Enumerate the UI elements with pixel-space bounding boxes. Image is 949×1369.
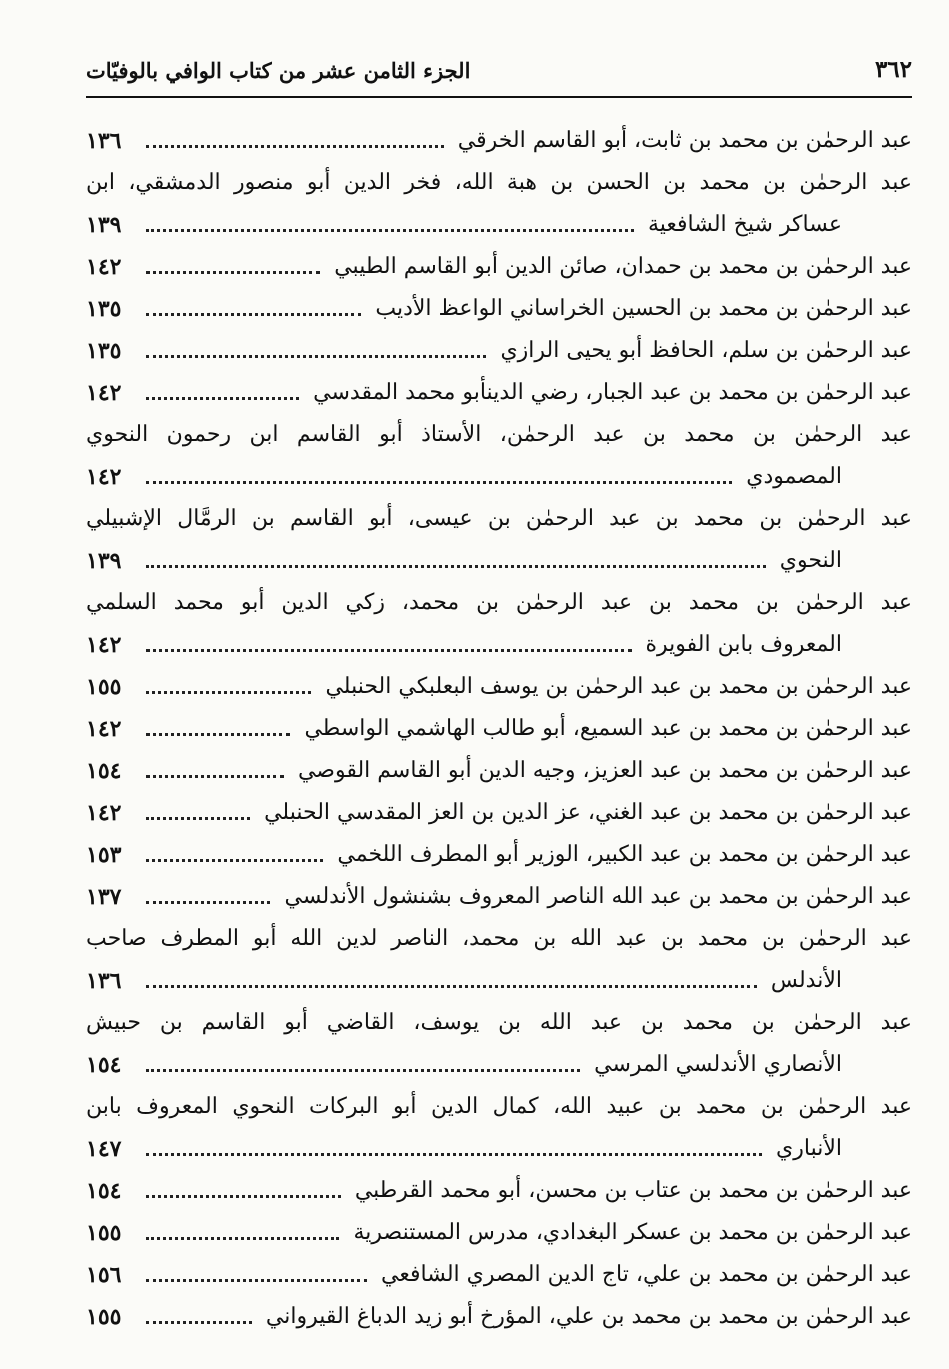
dot-leader [146,817,250,820]
entry-final-line [86,624,912,666]
entry-page-number: ١٤٢ [86,632,122,658]
index-entry [86,918,912,1002]
dot-leader [146,733,290,736]
dot-leader [146,1195,341,1198]
entry-page-number: ١٣٧ [86,884,122,910]
entry-final-line [86,456,912,498]
entry-line [86,414,912,456]
index-entry [86,666,912,708]
index-entry [86,1212,912,1254]
index-entry [86,1002,912,1086]
entry-text: عبد الرحمٰن بن محمد بن عبد الله بن محمد، الناصر لدين الله أبو المطرف صاحب [86,926,912,951]
entry-final-line [86,540,912,582]
entry-final-line [86,1212,912,1254]
entry-text: المعروف بابن الفويرة [645,632,842,657]
entry-text: عبد الرحمٰن بن محمد بن عبد الكبير، الوزير أبو المطرف اللخمي [337,842,912,867]
entry-line [86,1086,912,1128]
page-number: ٣٦٢ [874,56,912,83]
entry-page-number: ١٤٢ [86,380,122,406]
entry-text: الأندلس [770,968,842,993]
entry-final-line [86,372,912,414]
dot-leader [146,775,284,778]
entry-page-number: ١٤٢ [86,800,122,826]
entry-page-number: ١٥٤ [86,1178,122,1204]
dot-leader [146,691,311,694]
entry-final-line [86,960,912,1002]
entry-text: عبد الرحمٰن بن محمد بن محمد بن علي، المؤرخ أبو زيد الدباغ القيرواني [265,1304,912,1329]
entry-text: عبد الرحمٰن بن محمد بن علي، تاج الدين المصري الشافعي [381,1262,912,1287]
index-entry [86,120,912,162]
entry-final-line [86,120,912,162]
entry-text: عبد الرحمٰن بن محمد بن عبد الرحمٰن بن عيسى، أبو القاسم بن الرمَّال الإشبيلي [86,506,912,531]
entry-final-line [86,792,912,834]
entry-final-line [86,666,912,708]
entry-text: عبد الرحمٰن بن سلم، الحافظ أبو يحيى الرازي [500,338,912,363]
entry-text: عبد الرحمٰن بن محمد بن عبد السميع، أبو طالب الهاشمي الواسطي [304,716,912,741]
dot-leader [146,985,757,988]
entry-final-line [86,708,912,750]
entry-page-number: ١٣٩ [86,548,122,574]
dot-leader [146,271,320,274]
dot-leader [146,1069,580,1072]
index-entry [86,1170,912,1212]
dot-leader [146,145,444,148]
dot-leader [146,901,270,904]
dot-leader [146,229,634,232]
index-entry [86,876,912,918]
entry-line [86,498,912,540]
dot-leader [146,1153,762,1156]
index-list [86,120,912,1338]
index-entry [86,246,912,288]
dot-leader [146,355,486,358]
entry-final-line [86,834,912,876]
entry-final-line [86,1254,912,1296]
entry-final-line [86,1044,912,1086]
entry-text: الأنباري [776,1136,842,1161]
entry-text: عبد الرحمٰن بن محمد بن حمدان، صائن الدين أبو القاسم الطيبي [334,254,912,279]
entry-text: عبد الرحمٰن بن محمد بن عتاب بن محسن، أبو محمد القرطبي [354,1178,912,1203]
entry-page-number: ١٥٦ [86,1262,122,1288]
dot-leader [146,859,323,862]
entry-text: عبد الرحمٰن بن محمد بن عسكر البغدادي، مدرس المستنصرية [353,1220,912,1245]
dot-leader [146,565,766,568]
entry-text: النحوي [779,548,842,573]
entry-page-number: ١٤٢ [86,464,122,490]
index-entry [86,1254,912,1296]
index-entry [86,162,912,246]
entry-page-number: ١٣٥ [86,338,122,364]
entry-text: عبد الرحمٰن بن محمد بن عبد الله الناصر المعروف بشنشول الأندلسي [284,884,912,909]
entry-text: عبد الرحمٰن بن محمد بن الحسين الخراساني الواعظ الأديب [375,296,912,321]
entry-final-line [86,330,912,372]
dot-leader [146,397,299,400]
entry-line [86,918,912,960]
entry-text: عبد الرحمٰن بن محمد بن عبد الله بن يوسف، القاضي أبو القاسم بن حبيش [86,1010,912,1035]
index-entry [86,1296,912,1338]
index-entry [86,414,912,498]
entry-text: عبد الرحمٰن بن محمد بن عبد الجبار، رضي الدينأبو محمد المقدسي [313,380,912,405]
entry-line [86,162,912,204]
entry-final-line [86,750,912,792]
running-title: الجزء الثامن عشر من كتاب الوافي بالوفيّات [86,58,471,83]
entry-page-number: ١٥٥ [86,674,122,700]
dot-leader [146,649,632,652]
entry-final-line [86,876,912,918]
entry-page-number: ١٣٦ [86,968,122,994]
entry-text: عبد الرحمٰن بن محمد بن عبد الرحمٰن بن يوسف البعلبكي الحنبلي [325,674,912,699]
entry-final-line [86,1128,912,1170]
entry-line [86,582,912,624]
entry-text: عبد الرحمٰن بن محمد بن عبد الرحمٰن بن محمد، زكي الدين أبو محمد السلمي [86,590,912,615]
dot-leader [146,313,361,316]
entry-final-line [86,1296,912,1338]
entry-text: المصمودي [746,464,842,489]
index-entry [86,708,912,750]
entry-page-number: ١٣٥ [86,296,122,322]
entry-page-number: ١٥٤ [86,758,122,784]
entry-final-line [86,246,912,288]
entry-page-number: ١٤٢ [86,254,122,280]
page-header [86,50,912,98]
index-entry [86,288,912,330]
entry-page-number: ١٥٣ [86,842,122,868]
entry-text: عبد الرحمٰن بن محمد بن ثابت، أبو القاسم الخرقي [457,128,912,153]
entry-page-number: ١٤٢ [86,716,122,742]
entry-page-number: ١٥٥ [86,1220,122,1246]
index-entry [86,792,912,834]
entry-final-line [86,1170,912,1212]
dot-leader [146,1237,339,1240]
index-entry [86,582,912,666]
entry-page-number: ١٣٦ [86,128,122,154]
entry-page-number: ١٥٥ [86,1304,122,1330]
index-entry [86,834,912,876]
entry-final-line [86,288,912,330]
dot-leader [146,481,732,484]
entry-line [86,1002,912,1044]
entry-page-number: ١٣٩ [86,212,122,238]
entry-text: عبد الرحمٰن بن محمد بن عبد الرحمٰن، الأستاذ أبو القاسم ابن رحمون النحوي [86,422,912,447]
entry-final-line [86,204,912,246]
entry-page-number: ١٤٧ [86,1136,122,1162]
entry-text: الأنصاري الأندلسي المرسي [594,1052,842,1077]
index-entry [86,330,912,372]
entry-text: عساكر شيخ الشافعية [647,212,842,237]
index-entry [86,750,912,792]
dot-leader [146,1279,367,1282]
index-entry [86,372,912,414]
entry-text: عبد الرحمٰن بن محمد بن عبد العزيز، وجيه الدين أبو القاسم القوصي [297,758,912,783]
entry-text: عبد الرحمٰن بن محمد بن الحسن بن هبة الله، فخر الدين أبو منصور الدمشقي، ابن [86,170,912,195]
entry-text: عبد الرحمٰن بن محمد بن عبد الغني، عز الدين بن العز المقدسي الحنبلي [264,800,912,825]
entry-page-number: ١٥٤ [86,1052,122,1078]
index-entry [86,498,912,582]
entry-text: عبد الرحمٰن بن محمد بن عبيد الله، كمال الدين أبو البركات النحوي المعروف بابن [86,1094,912,1119]
index-entry [86,1086,912,1170]
dot-leader [146,1321,252,1324]
